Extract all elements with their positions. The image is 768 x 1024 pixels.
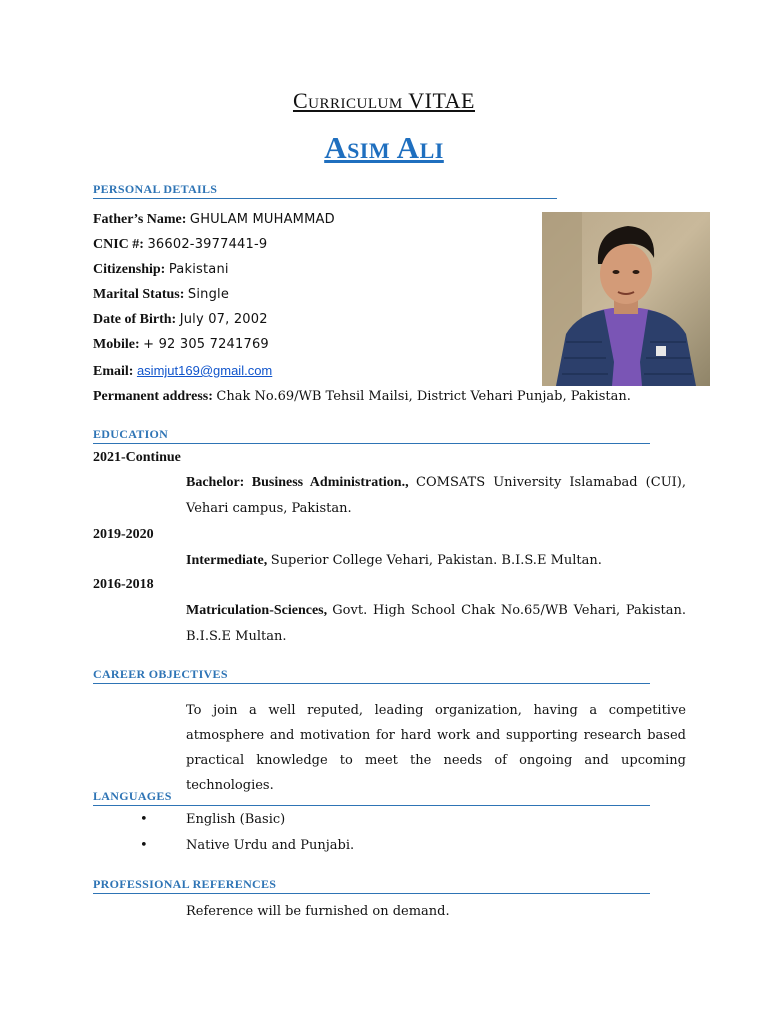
marital-status-value: Single bbox=[187, 287, 230, 302]
dob-row bbox=[93, 311, 268, 329]
father-name-label: Father’s Name: bbox=[93, 212, 187, 227]
citizenship-row bbox=[93, 261, 229, 279]
section-heading-objectives: CAREER OBJECTIVES bbox=[93, 667, 650, 684]
address-label: Permanent address: bbox=[93, 389, 213, 404]
bullet: • bbox=[140, 812, 148, 827]
education-entry bbox=[186, 598, 686, 650]
email-row bbox=[93, 362, 272, 381]
profile-photo bbox=[542, 212, 710, 386]
cnic-row bbox=[93, 236, 267, 254]
education-institute: Superior College Vehari, Pakistan. B.I.S.E Multan. bbox=[270, 553, 602, 568]
cnic-value: 36602-3977441-9 bbox=[147, 237, 268, 252]
citizenship-label: Citizenship: bbox=[93, 262, 166, 277]
education-institute: COMSATS University Islamabad (CUI), Vehari campus, Pakistan. bbox=[186, 475, 686, 516]
candidate-name: Asim Ali bbox=[324, 130, 444, 165]
language-name: Native Urdu and Punjabi. bbox=[186, 838, 355, 853]
references-text: Reference will be furnished on demand. bbox=[186, 904, 450, 919]
education-entry bbox=[186, 470, 686, 522]
mobile-label: Mobile: bbox=[93, 337, 140, 352]
address-value: Chak No.69/WB Tehsil Mailsi, District Vehari Punjab, Pakistan. bbox=[216, 389, 631, 404]
education-entry bbox=[186, 548, 686, 574]
education-year: 2019-2020 bbox=[93, 527, 154, 542]
section-heading-languages: LANGUAGES bbox=[93, 789, 650, 806]
mobile-value: + 92 305 7241769 bbox=[143, 337, 269, 352]
language-list-item bbox=[140, 812, 285, 827]
education-institute: Govt. High School Chak No.65/WB Vehari, Pakistan. B.I.S.E Multan. bbox=[186, 603, 686, 644]
education-degree: Matriculation-Sciences, bbox=[186, 603, 328, 618]
mobile-row bbox=[93, 336, 269, 354]
language-list-item bbox=[140, 838, 354, 853]
email-link[interactable]: asimjut169@gmail.com bbox=[136, 363, 273, 378]
language-name: English (Basic) bbox=[186, 812, 286, 827]
document-title: Curriculum VITAE bbox=[292, 88, 475, 113]
father-name-value: GHULAM MUHAMMAD bbox=[189, 212, 335, 227]
marital-status-label: Marital Status: bbox=[93, 287, 185, 302]
email-label: Email: bbox=[93, 364, 134, 379]
dob-label: Date of Birth: bbox=[93, 312, 177, 327]
bullet: • bbox=[140, 838, 148, 853]
cnic-label: CNIC #: bbox=[93, 237, 144, 252]
section-heading-education: EDUCATION bbox=[93, 427, 650, 444]
section-heading-references: PROFESSIONAL REFERENCES bbox=[93, 877, 650, 894]
marital-status-row bbox=[93, 286, 229, 304]
education-year: 2016-2018 bbox=[93, 577, 154, 592]
profile-photo-illustration bbox=[542, 212, 710, 386]
section-heading-personal: PERSONAL DETAILS bbox=[93, 182, 557, 199]
education-year: 2021-Continue bbox=[93, 450, 181, 465]
address-row bbox=[93, 388, 631, 406]
education-degree: Intermediate, bbox=[186, 553, 268, 568]
father-name-row bbox=[93, 211, 335, 229]
dob-value: July 07, 2002 bbox=[179, 312, 268, 327]
education-degree: Bachelor: Business Administration., bbox=[186, 475, 409, 490]
citizenship-value: Pakistani bbox=[168, 262, 229, 277]
career-objective-text: To join a well reputed, leading organization, having a competitive atmosphere and motivation for hard work and supporting research based practical knowledge to meet the needs of ongoing and upcoming technologies. bbox=[186, 703, 686, 793]
